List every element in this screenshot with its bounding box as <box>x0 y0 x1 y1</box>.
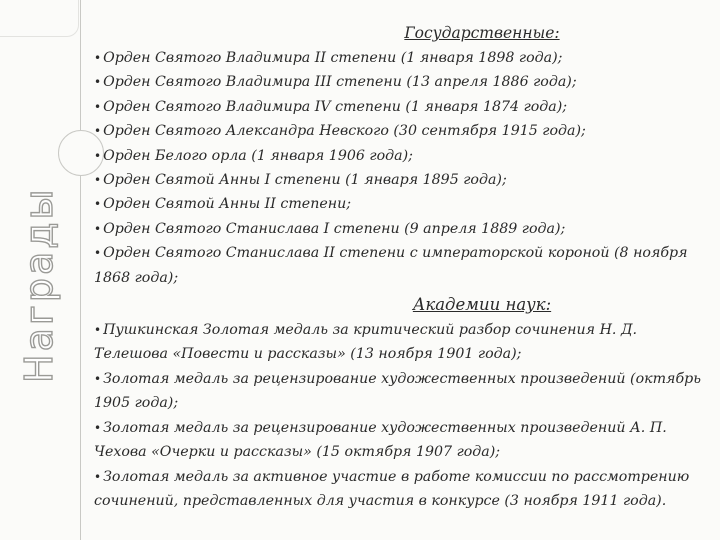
list-item <box>94 119 710 143</box>
decorative-divider <box>80 0 81 540</box>
academy-awards-list <box>94 318 710 513</box>
bullet-icon: • <box>94 124 102 139</box>
state-awards-heading: Государственные: <box>404 24 560 42</box>
bullet-icon: • <box>94 371 102 386</box>
award-text: Золотая медаль за активное участие в работе комиссии по рассмотрению сочинений, представленных для участия в конкурсе (3 ноября 1911 года). <box>94 468 690 509</box>
list-item <box>94 46 710 70</box>
bullet-icon: • <box>94 469 102 484</box>
bullet-icon: • <box>94 420 102 435</box>
bullet-icon: • <box>94 173 102 188</box>
decorative-corner <box>0 0 79 37</box>
bullet-icon: • <box>94 323 102 338</box>
award-text: Пушкинская Золотая медаль за критический разбор сочинения Н. Д. Телешова «Повести и рассказы» (13 ноября 1901 года); <box>94 322 638 363</box>
bullet-icon: • <box>94 197 102 212</box>
list-item <box>94 70 710 94</box>
list-item <box>94 168 710 192</box>
award-text: Орден Белого орла (1 января 1906 года); <box>103 147 413 164</box>
list-item <box>94 465 710 514</box>
award-text: Орден Святого Александра Невского (30 сентября 1915 года); <box>103 123 586 140</box>
list-item <box>94 192 710 216</box>
award-text: Орден Святого Станислава II степени с императорской короной (8 ноября 1868 года); <box>94 245 688 286</box>
bullet-icon: • <box>94 75 102 90</box>
award-text: Орден Святой Анны II степени; <box>103 196 351 213</box>
list-item <box>94 144 710 168</box>
award-text: Орден Святой Анны I степени (1 января 1895 года); <box>103 172 507 189</box>
list-item <box>94 217 710 241</box>
award-text: Золотая медаль за рецензирование художественных произведений А. П. Чехова «Очерки и рассказы» (15 октября 1907 года); <box>94 419 667 461</box>
award-text: Орден Святого Станислава I степени (9 апреля 1889 года); <box>103 220 566 237</box>
content-area <box>94 20 710 513</box>
list-item <box>94 367 710 416</box>
state-awards-list <box>94 46 710 290</box>
award-text: Орден Святого Владимира IV степени (1 января 1874 года); <box>103 98 568 115</box>
bullet-icon: • <box>94 99 102 114</box>
award-text: Золотая медаль за рецензирование художественных произведений (октябрь 1905 года); <box>94 370 701 412</box>
bullet-icon: • <box>94 51 102 65</box>
bullet-icon: • <box>94 221 102 236</box>
side-title: Награды <box>17 186 61 383</box>
list-item <box>94 416 710 465</box>
bullet-icon: • <box>94 148 102 163</box>
list-item <box>94 95 710 119</box>
award-text: Орден Святого Владимира II степени (1 января 1898 года); <box>103 50 563 66</box>
list-item <box>94 318 710 367</box>
bullet-icon: • <box>94 246 102 261</box>
award-text: Орден Святого Владимира III степени (13 апреля 1886 года); <box>103 74 577 91</box>
academy-awards-heading: Академии наук: <box>412 295 552 315</box>
list-item <box>94 241 710 290</box>
